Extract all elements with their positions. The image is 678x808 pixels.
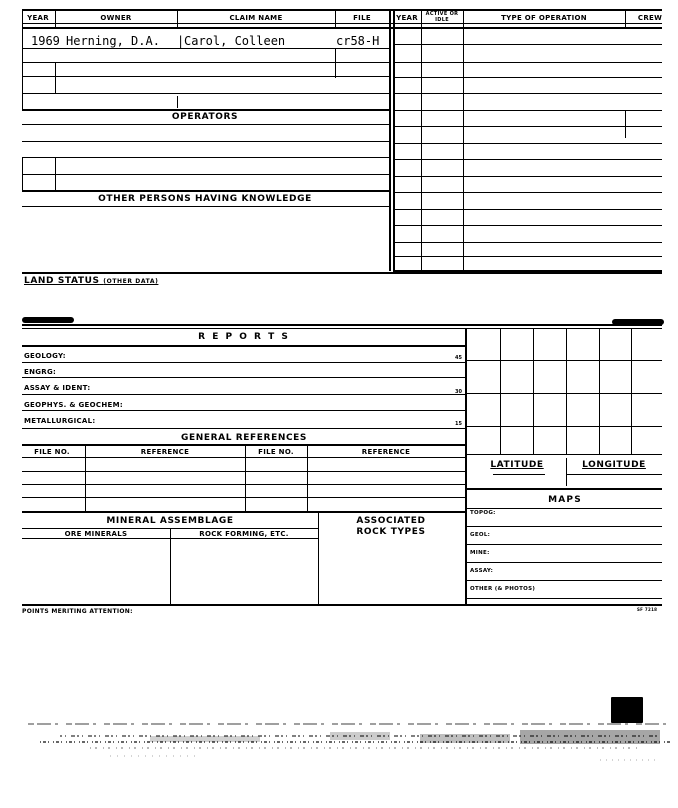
maps-mine: MINE:	[470, 550, 490, 556]
ref-col-reference: REFERENCE	[140, 448, 190, 456]
report-assay: ASSAY & IDENT:	[24, 384, 91, 392]
entry-claim-separator: |	[177, 34, 185, 48]
entry-claim-name: Carol, Colleen	[184, 34, 286, 48]
report-engrg: ENGRG:	[24, 368, 57, 376]
col-active-or-idle: ACTIVE OR IDLE	[425, 11, 459, 23]
maps-assay: ASSAY:	[470, 568, 494, 574]
reports-heading: R E P O R T S	[198, 332, 290, 342]
col-claim-name: CLAIM NAME	[229, 14, 283, 22]
maps-geol: GEOL:	[470, 532, 491, 538]
points-meriting-attention: POINTS MERITING ATTENTION:	[22, 608, 133, 615]
operators-heading: OPERATORS	[171, 112, 239, 122]
maps-topog: TOPOG:	[470, 510, 496, 516]
general-references-heading: GENERAL REFERENCES	[181, 433, 307, 443]
col-owner: OWNER	[100, 14, 132, 22]
col-type-of-operation: TYPE OF OPERATION	[501, 14, 587, 22]
grid-number-45: 45	[455, 355, 462, 361]
associated-rock-types-heading: ASSOCIATED ROCK TYPES	[356, 516, 426, 537]
maps-other: OTHER (& PHOTOS)	[470, 586, 536, 592]
col-file: FILE	[353, 14, 371, 22]
entry-owner: Herning, D.A.	[66, 34, 160, 48]
maps-heading: MAPS	[548, 495, 582, 505]
grid-number-30: 30	[455, 389, 462, 395]
scan-noise-band	[0, 712, 678, 772]
ink-smudge-left	[22, 317, 74, 323]
report-geophys: GEOPHYS. & GEOCHEM:	[24, 401, 123, 409]
mineral-col-rock-forming: ROCK FORMING, ETC.	[199, 530, 289, 538]
report-geology: GEOLOGY:	[24, 352, 66, 360]
land-status-heading: LAND STATUS (OTHER DATA)	[24, 276, 159, 286]
mineral-assemblage-heading: MINERAL ASSEMBLAGE	[106, 516, 234, 526]
latitude-label: LATITUDE	[490, 460, 544, 470]
col-year-2: YEAR	[396, 14, 418, 22]
report-metallurgical: METALLURGICAL:	[24, 417, 96, 425]
col-crew: CREW	[637, 14, 663, 22]
ref-col-reference-2: REFERENCE	[361, 448, 411, 456]
ref-col-file-no-2: FILE NO.	[258, 448, 294, 456]
col-year: YEAR	[27, 14, 49, 22]
other-persons-heading: OTHER PERSONS HAVING KNOWLEDGE	[98, 194, 312, 204]
entry-file: cr58-H	[336, 34, 380, 48]
mineral-col-ore: ORE MINERALS	[64, 530, 128, 538]
ref-col-file-no: FILE NO.	[34, 448, 70, 456]
longitude-label: LONGITUDE	[582, 460, 646, 470]
entry-year: 1969	[31, 34, 60, 48]
form-number: SF 7218	[637, 607, 658, 612]
grid-number-15: 15	[455, 421, 462, 427]
